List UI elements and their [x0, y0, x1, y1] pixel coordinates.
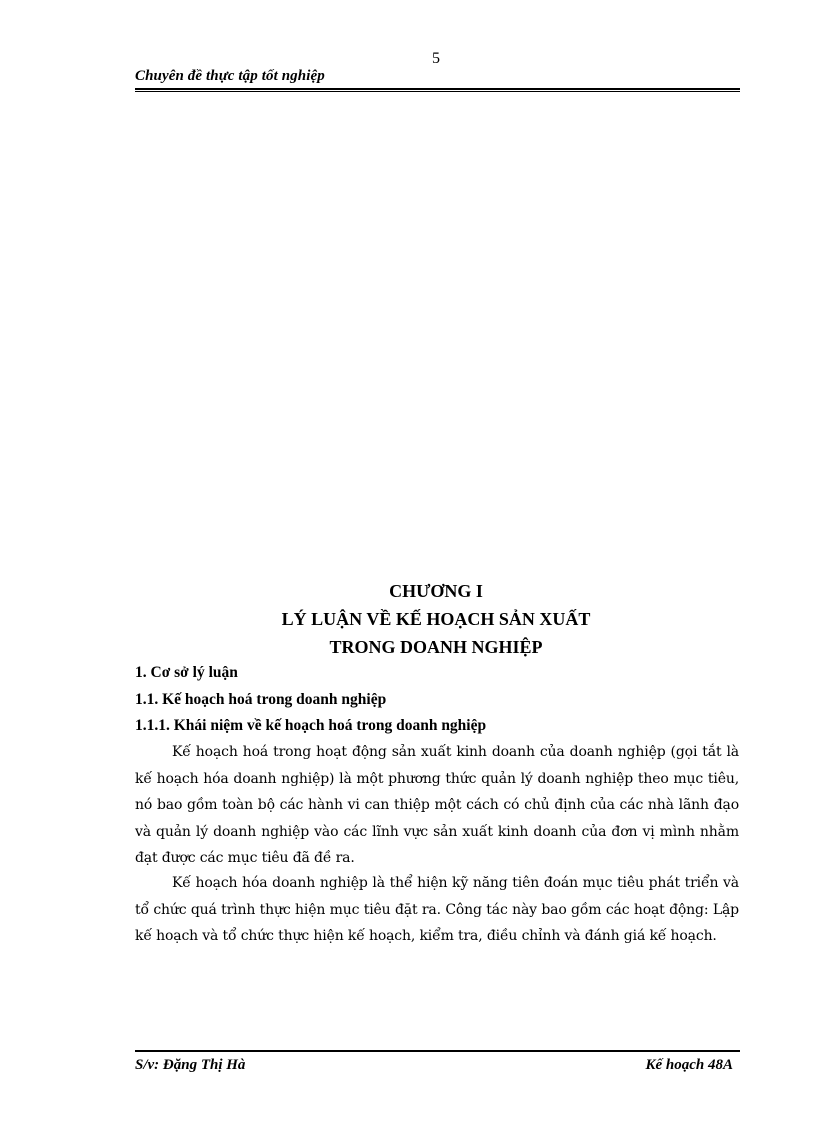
header-rule — [135, 88, 740, 92]
chapter-title-line-2: TRONG DOANH NGHIỆP — [329, 637, 543, 657]
running-header-title: Chuyên đề thực tập tốt nghiệp — [135, 68, 325, 84]
chapter-title-line-1: LÝ LUẬN VỀ KẾ HOẠCH SẢN XUẤT — [281, 609, 591, 629]
footer-author: S/v: Đặng Thị Hà — [135, 1057, 246, 1073]
chapter-label: CHƯƠNG I — [389, 581, 483, 601]
section-heading-1-1: 1.1. Kế hoạch hoá trong doanh nghiệp — [135, 691, 387, 708]
section-heading-1: 1. Cơ sở lý luận — [135, 664, 238, 681]
body-paragraph-1: Kế hoạch hoá trong hoạt động sản xuất kinh doanh của doanh nghiệp (gọi tắt là kế hoạch hóa doanh nghiệp) là một phương thức quản lý doanh nghiệp theo mục tiêu, nó bao gồm toàn bộ các hành vi can thiệp một cách có chủ định của các nhà lãnh đạo và quản lý doanh nghiệp vào các lĩnh vực sản xuất kinh doanh của đơn vị mình nhằm đạt được các mục tiêu đã đề ra. — [135, 744, 739, 866]
chapter-heading — [130, 577, 742, 661]
body-paragraph-2: Kế hoạch hóa doanh nghiệp là thể hiện kỹ năng tiên đoán mục tiêu phát triển và tổ chức quá trình thực hiện mục tiêu đặt ra. Công tác này bao gồm các hoạt động: Lập kế hoạch và tổ chức thực hiện kế hoạch, kiểm tra, điều chỉnh và đánh giá kế hoạch. — [135, 875, 739, 944]
footer-rule — [135, 1050, 740, 1052]
footer-class: Kế hoạch 48A — [645, 1057, 733, 1073]
page-number: 5 — [432, 50, 440, 67]
section-heading-1-1-1: 1.1.1. Khái niệm về kế hoạch hoá trong doanh nghiệp — [135, 717, 487, 734]
